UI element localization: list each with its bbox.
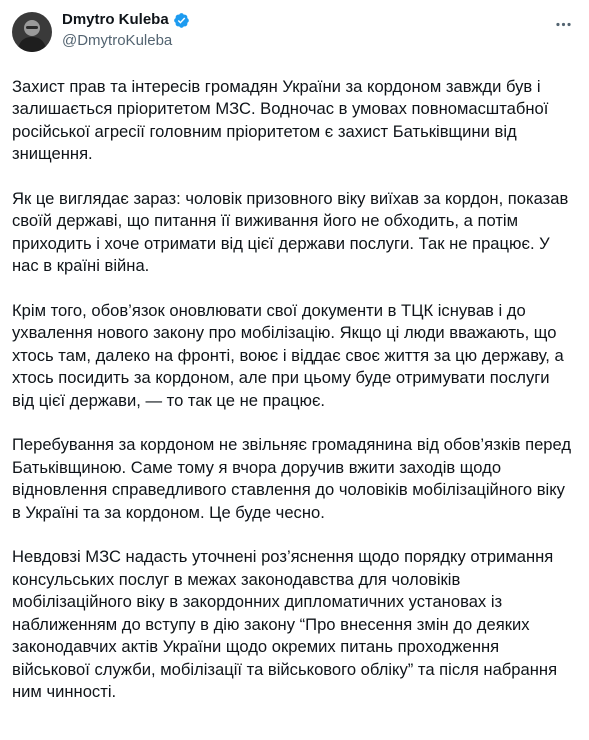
author-info [62, 10, 190, 51]
avatar[interactable] [12, 12, 52, 52]
tweet-paragraph: Захист прав та інтересів громадян України за кордоном завжди був і залишається пріоритетом МЗС. Водночас в умовах повномасштабної російської агресії головним пріоритетом є захист Батьківщини від знищення. [12, 77, 549, 164]
more-options-icon [554, 15, 573, 34]
display-name[interactable]: Dmytro Kuleba [62, 11, 169, 28]
handle[interactable]: @DmytroKuleba [62, 32, 173, 49]
name-row [62, 10, 190, 30]
tweet-paragraph: Крім того, обов’язок оновлювати свої документи в ТЦК існував і до ухвалення нового закону про мобілізацію. Якщо ці люди вважають, що хтось там, далеко на фронті, воює і віддає своє життя за цю державу, а хтось посидить за кордоном, але при цьому буде отримувати послуги від цієї держави, — то так це не працює. [12, 301, 564, 410]
tweet-header [12, 10, 577, 64]
profile-photo-icon [12, 12, 52, 52]
tweet-paragraph: Як це виглядає зараз: чоловік призовного віку виїхав за кордон, показав своїй державі, що питання її виживання його не обходить, а потім приходить і хоче отримати від цієї держави послуги. Так не працює. У нас в країні війна. [12, 189, 569, 276]
more-options-button[interactable] [551, 12, 575, 36]
tweet-paragraph: Невдовзі МЗС надасть уточнені роз’яснення щодо порядку отримання консульських послуг в межах законодавства для чоловіків мобілізаційного віку в закордонних дипломатичних установах із наближенням до вступу в дію закону “Про внесення змін до деяких законодавчих актів України щодо окремих питань проходження військової служби, мобілізації та військового обліку” та після набрання ним чинності. [12, 547, 558, 701]
tweet-text [12, 76, 577, 703]
verified-badge-icon [173, 12, 190, 29]
tweet-paragraph: Перебування за кордоном не звільняє громадянина від обов’язків перед Батьківщиною. Саме тому я вчора доручив вжити заходів щодо відновлення справедливого ставлення до чоловіків мобілізаційного віку в Україні та за кордоном. Це буде чесно. [12, 435, 572, 522]
